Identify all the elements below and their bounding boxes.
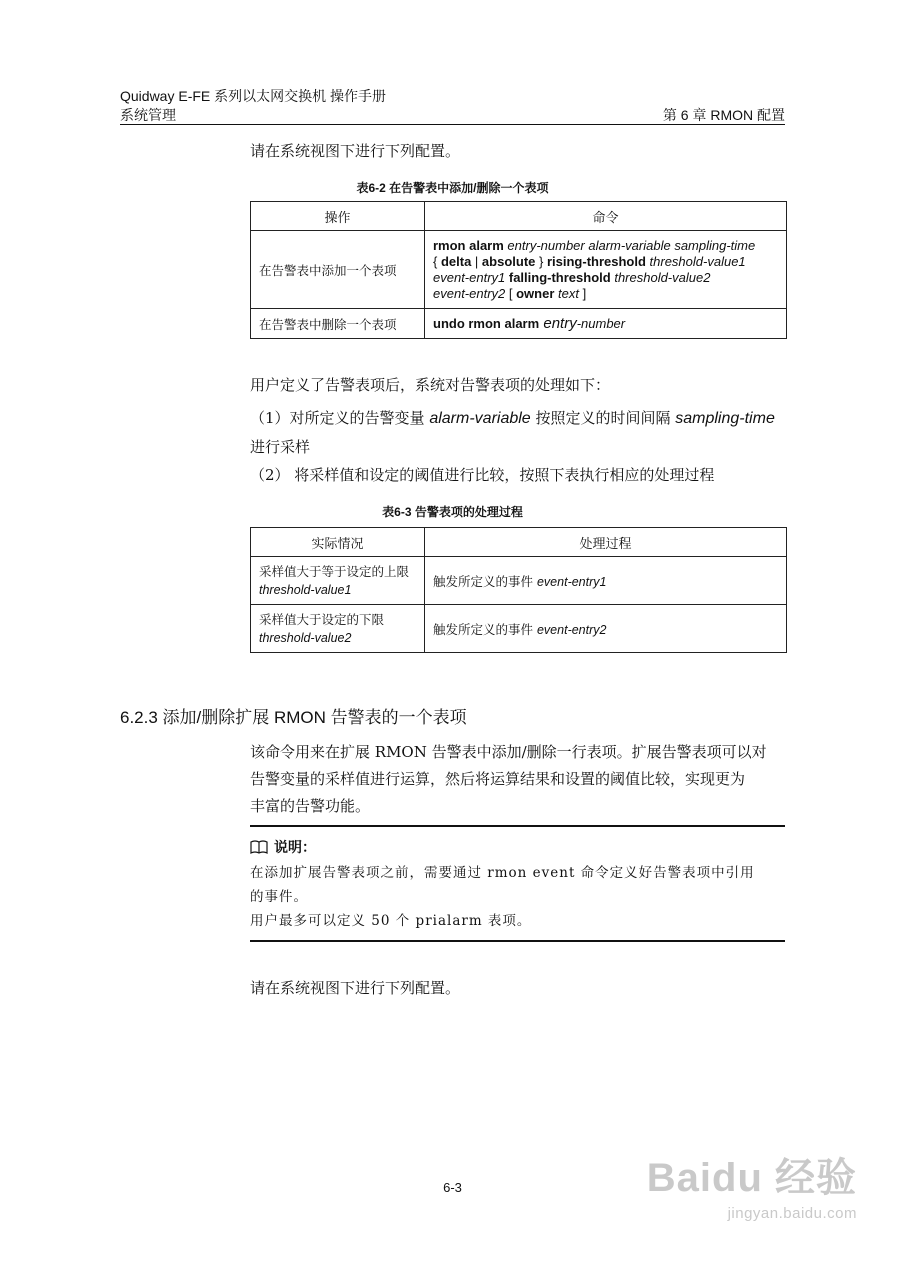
page-number: 6-3 — [443, 1180, 462, 1195]
process-intro: 用户定义了告警表项后，系统对告警表项的处理如下： — [250, 376, 611, 394]
process-step-1-cont: 进行采样 — [250, 438, 311, 456]
table-header-cell: 操作 — [251, 202, 425, 231]
note-line: 用户最多可以定义 50 个 prialarm 表项。 — [250, 913, 532, 929]
table-cell-condition — [251, 557, 425, 605]
condition-text: 采样值大于等于设定的上限 — [259, 563, 410, 579]
table-cell-condition — [251, 605, 425, 653]
section-body-line: 告警变量的采样值进行运算，然后将运算结果和设置的阈值比较，实现更为 — [250, 770, 746, 788]
book-icon — [250, 840, 268, 857]
table-row — [251, 309, 787, 339]
note-line: 在添加扩展告警表项之前，需要通过 rmon event 命令定义好告警表项中引用 — [250, 865, 755, 881]
header-section: 系统管理 — [120, 107, 176, 123]
table-cell-action — [425, 605, 787, 653]
step-arg: sampling-time — [675, 410, 775, 427]
cmd-keyword: undo rmon alarm — [433, 315, 540, 331]
cmd-keyword: rising-threshold — [546, 253, 646, 269]
section-body-line: 丰富的告警功能。 — [250, 797, 371, 815]
baidu-watermark — [647, 1146, 857, 1222]
alarm-process-table — [250, 527, 787, 653]
table-cell-command — [425, 309, 787, 339]
cmd-keyword: delta — [440, 253, 472, 269]
action-text: 触发所定义的事件 — [433, 573, 537, 589]
section-title: 6.2.3 添加/删除扩展 RMON 告警表的一个表项 — [120, 708, 467, 727]
cmd-arg: event-entry1 — [433, 269, 506, 285]
cmd-keyword: falling-threshold — [505, 269, 611, 285]
cmd-arg: threshold-value2 — [610, 269, 711, 285]
note-label: 说明： — [274, 839, 316, 855]
table-cell-operation: 在告警表中删除一个表项 — [251, 309, 425, 339]
table-header-row — [251, 202, 787, 231]
table-row — [251, 605, 787, 653]
table-row — [251, 557, 787, 605]
action-arg: event-entry1 — [536, 574, 607, 589]
header-product: Quidway E-FE 系列以太网交换机 操作手册 — [120, 88, 387, 104]
watermark-url: jingyan.baidu.com — [727, 1205, 857, 1222]
process-step-1 — [250, 403, 790, 434]
header-divider — [120, 124, 785, 125]
table-header-row — [251, 528, 787, 557]
watermark-logo: Baidu 经验 — [646, 1156, 857, 1200]
table2-caption: 表6-3 告警表项的处理过程 — [382, 505, 523, 519]
table-cell-operation: 在告警表中添加一个表项 — [251, 231, 425, 309]
cmd-text: | — [471, 253, 482, 269]
step-text: （1）对所定义的告警变量 — [250, 409, 430, 427]
note-bottom-rule — [250, 940, 785, 942]
note-line: 的事件。 — [250, 889, 308, 905]
note-header — [250, 837, 316, 857]
table-cell-action — [425, 557, 787, 605]
step-arg: alarm-variable — [429, 410, 531, 427]
table1-caption: 表6-2 在告警表中添加/删除一个表项 — [356, 181, 549, 195]
cmd-keyword: rmon alarm — [433, 237, 504, 253]
process-step-2: （2） 将采样值和设定的阈值进行比较，按照下表执行相应的处理过程 — [250, 466, 715, 484]
cmd-keyword: absolute — [481, 253, 536, 269]
cmd-arg: threshold-value1 — [645, 253, 746, 269]
cmd-arg: entry-number alarm-variable sampling-time — [503, 237, 756, 253]
cmd-text: ] — [578, 285, 587, 301]
action-arg: event-entry2 — [536, 622, 607, 637]
table-row — [251, 231, 787, 309]
condition-arg: threshold-value1 — [259, 582, 352, 597]
condition-arg: threshold-value2 — [259, 630, 352, 645]
cmd-keyword: owner — [516, 285, 555, 301]
intro-paragraph: 请在系统视图下进行下列配置。 — [250, 142, 461, 160]
cmd-arg: event-entry2 — [433, 285, 506, 301]
cmd-arg: text — [554, 285, 579, 301]
cmd-text: { — [433, 253, 441, 269]
table-cell-command — [425, 231, 787, 309]
cmd-text: } — [535, 253, 547, 269]
cmd-text: [ — [505, 285, 517, 301]
header-chapter: 第 6 章 RMON 配置 — [662, 107, 785, 123]
step-text: 按照定义的时间间隔 — [530, 409, 676, 427]
condition-text: 采样值大于设定的下限 — [259, 611, 385, 627]
action-text: 触发所定义的事件 — [433, 621, 537, 637]
cmd-arg: entry — [539, 314, 577, 332]
section-body-line: 该命令用来在扩展 RMON 告警表中添加/删除一行表项。扩展告警表项可以对 — [250, 743, 767, 761]
table-header-cell: 命令 — [425, 202, 787, 231]
closing-paragraph: 请在系统视图下进行下列配置。 — [250, 979, 461, 997]
table-header-cell: 实际情况 — [251, 528, 425, 557]
note-top-rule — [250, 825, 785, 827]
cmd-arg: -number — [576, 315, 626, 331]
alarm-command-table — [250, 201, 787, 339]
table-header-cell: 处理过程 — [425, 528, 787, 557]
